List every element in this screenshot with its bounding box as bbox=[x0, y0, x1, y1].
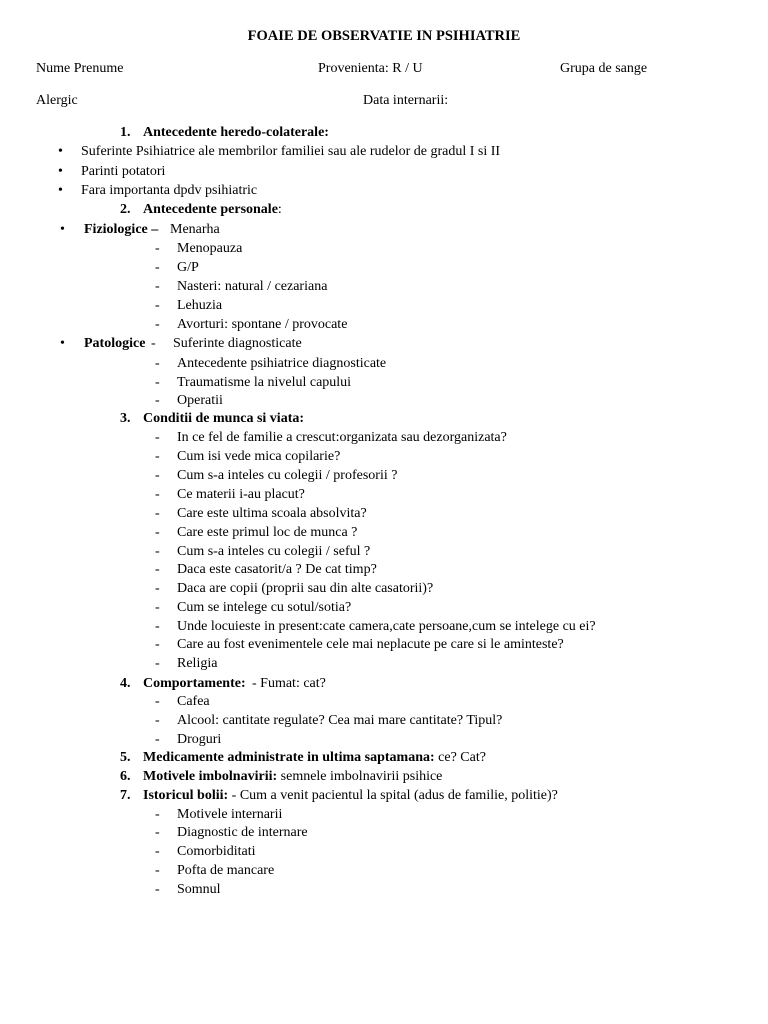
bullet-icon: • bbox=[60, 336, 65, 351]
dash-icon: - bbox=[155, 581, 160, 596]
dash-icon: - bbox=[155, 506, 160, 521]
section-6-number: 6. bbox=[120, 769, 131, 784]
list-item: Droguri bbox=[177, 732, 222, 747]
list-item: Cum s-a inteles cu colegii / seful ? bbox=[177, 544, 371, 559]
dash-icon: - bbox=[155, 656, 160, 671]
dash-icon: - bbox=[155, 317, 160, 332]
list-item: Ce materii i-au placut? bbox=[177, 487, 305, 502]
section-7-number: 7. bbox=[120, 788, 131, 803]
list-item: Lehuzia bbox=[177, 298, 223, 313]
section-1-title: Antecedente heredo-colaterale: bbox=[143, 125, 329, 140]
list-item: Alcool: cantitate regulate? Cea mai mare cantitate? Tipul? bbox=[177, 713, 503, 728]
list-item: Religia bbox=[177, 656, 218, 671]
list-item: Unde locuieste in present:cate camera,cate persoane,cum se intelege cu ei? bbox=[177, 619, 596, 634]
dash-icon: - bbox=[155, 713, 160, 728]
list-item: Traumatisme la nivelul capului bbox=[177, 375, 352, 390]
dash-icon: - bbox=[155, 298, 160, 313]
patologice-label: Patologice bbox=[84, 336, 146, 351]
dash-icon: - bbox=[155, 694, 160, 709]
dash-icon: - bbox=[155, 468, 160, 483]
dash-icon: - bbox=[151, 336, 156, 351]
list-item: Daca are copii (proprii sau din alte casatorii)? bbox=[177, 581, 434, 596]
dash-icon: - bbox=[155, 430, 160, 445]
dash-icon: - bbox=[155, 807, 160, 822]
dash-icon: - bbox=[155, 863, 160, 878]
section-2-title: Antecedente personale bbox=[143, 202, 278, 217]
list-item: Cum se intelege cu sotul/sotia? bbox=[177, 600, 352, 615]
bullet-icon: • bbox=[58, 183, 63, 198]
origin-field-label: Provenienta: R / U bbox=[318, 61, 423, 76]
list-item: Pofta de mancare bbox=[177, 863, 275, 878]
bullet-icon: • bbox=[60, 222, 65, 237]
dash-icon: - bbox=[155, 260, 160, 275]
dash-icon: - bbox=[155, 449, 160, 464]
list-item: Suferinte diagnosticate bbox=[173, 336, 302, 351]
section-7-rest: - Cum a venit pacientul la spital (adus de familie, politie)? bbox=[231, 788, 558, 803]
dash-icon: - bbox=[155, 825, 160, 840]
bullet-icon: • bbox=[58, 144, 63, 159]
section-7-title: Istoricul bolii: bbox=[143, 788, 229, 803]
section-4-number: 4. bbox=[120, 676, 131, 691]
section-6-title: Motivele imbolnavirii: bbox=[143, 769, 278, 784]
list-item: Parinti potatori bbox=[81, 164, 166, 179]
section-7-line bbox=[143, 787, 558, 805]
dash-icon: - bbox=[155, 356, 160, 371]
list-item: Fara importanta dpdv psihiatric bbox=[81, 183, 258, 198]
list-item: In ce fel de familie a crescut:organizata sau dezorganizata? bbox=[177, 430, 507, 445]
section-5-rest: ce? Cat? bbox=[438, 750, 486, 765]
dash-icon: - bbox=[155, 732, 160, 747]
list-item: - Fumat: cat? bbox=[252, 676, 326, 691]
list-item: Care este ultima scoala absolvita? bbox=[177, 506, 367, 521]
fiziologice-label: Fiziologice – bbox=[84, 222, 159, 237]
list-item: Operatii bbox=[177, 393, 223, 408]
admission-date-label: Data internarii: bbox=[363, 93, 449, 108]
section-6-line bbox=[143, 768, 442, 786]
section-2-colon: : bbox=[277, 202, 282, 217]
section-2-title-wrap bbox=[143, 201, 282, 219]
list-item: Antecedente psihiatrice diagnosticate bbox=[177, 356, 387, 371]
list-item: Motivele internarii bbox=[177, 807, 283, 822]
section-6-rest: semnele imbolnavirii psihice bbox=[280, 769, 443, 784]
list-item: Cum isi vede mica copilarie? bbox=[177, 449, 341, 464]
dash-icon: - bbox=[155, 600, 160, 615]
section-5-number: 5. bbox=[120, 750, 131, 765]
name-field-label: Nume Prenume bbox=[36, 61, 124, 76]
section-3-title: Conditii de munca si viata: bbox=[143, 411, 305, 426]
dash-icon: - bbox=[155, 375, 160, 390]
list-item: Menarha bbox=[170, 222, 220, 237]
list-item: Care este primul loc de munca ? bbox=[177, 525, 358, 540]
section-4-title: Comportamente: bbox=[143, 676, 246, 691]
list-item: Diagnostic de internare bbox=[177, 825, 308, 840]
dash-icon: - bbox=[155, 562, 160, 577]
dash-icon: - bbox=[155, 487, 160, 502]
section-1-number: 1. bbox=[120, 125, 131, 140]
list-item: Cum s-a inteles cu colegii / profesorii ? bbox=[177, 468, 398, 483]
document-title: FOAIE DE OBSERVATIE IN PSIHIATRIE bbox=[247, 28, 521, 44]
blood-group-label: Grupa de sange bbox=[560, 61, 648, 76]
list-item: Somnul bbox=[177, 882, 221, 897]
list-item: Daca este casatorit/a ? De cat timp? bbox=[177, 562, 377, 577]
list-item: Nasteri: natural / cezariana bbox=[177, 279, 328, 294]
section-5-line bbox=[143, 749, 486, 767]
dash-icon: - bbox=[155, 279, 160, 294]
dash-icon: - bbox=[155, 619, 160, 634]
dash-icon: - bbox=[155, 882, 160, 897]
list-item: G/P bbox=[177, 260, 199, 275]
allergic-label: Alergic bbox=[36, 93, 78, 108]
dash-icon: - bbox=[155, 637, 160, 652]
dash-icon: - bbox=[155, 844, 160, 859]
list-item: Avorturi: spontane / provocate bbox=[177, 317, 348, 332]
list-item: Menopauza bbox=[177, 241, 243, 256]
dash-icon: - bbox=[155, 393, 160, 408]
list-item: Comorbiditati bbox=[177, 844, 256, 859]
dash-icon: - bbox=[155, 525, 160, 540]
section-5-title: Medicamente administrate in ultima saptamana: bbox=[143, 750, 435, 765]
section-3-number: 3. bbox=[120, 411, 131, 426]
dash-icon: - bbox=[155, 241, 160, 256]
section-2-number: 2. bbox=[120, 202, 131, 217]
list-item: Cafea bbox=[177, 694, 210, 709]
list-item: Care au fost evenimentele cele mai neplacute pe care si le aminteste? bbox=[177, 637, 564, 652]
list-item: Suferinte Psihiatrice ale membrilor familiei sau ale rudelor de gradul I si II bbox=[81, 144, 501, 159]
dash-icon: - bbox=[155, 544, 160, 559]
bullet-icon: • bbox=[58, 164, 63, 179]
